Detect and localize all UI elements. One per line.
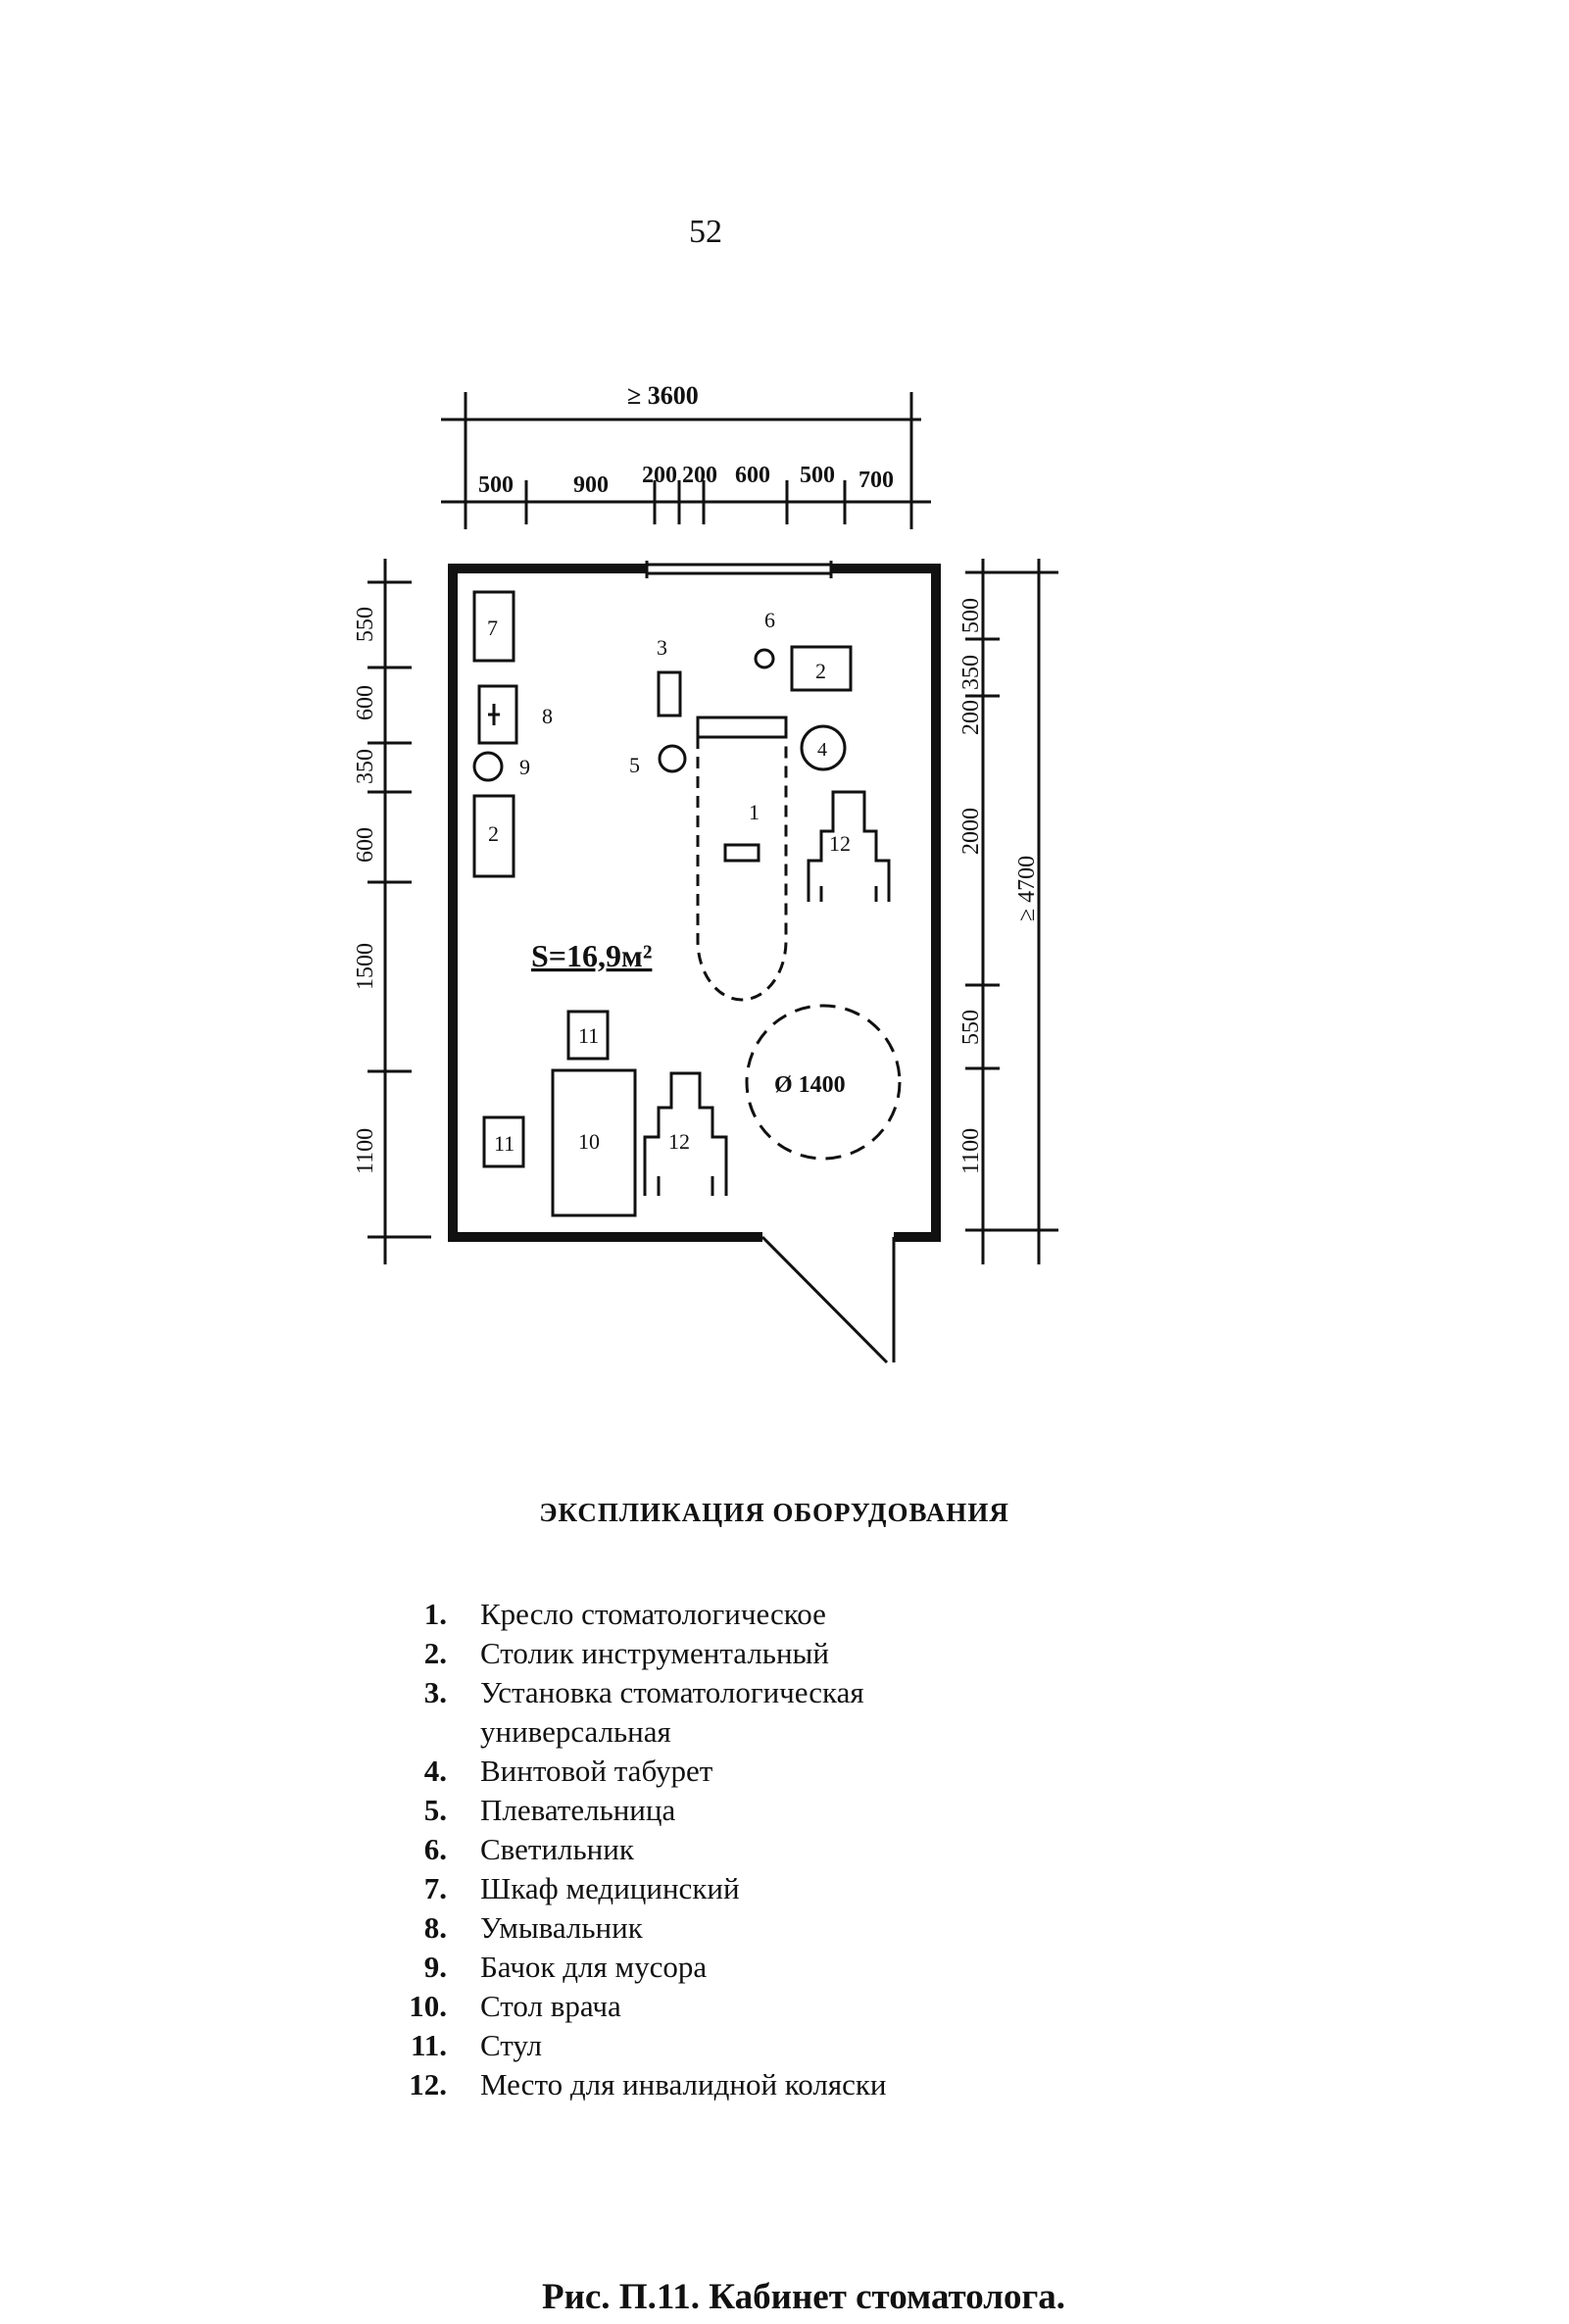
equip-label-1: 1 — [749, 800, 760, 824]
equip-label-2b: 2 — [815, 659, 826, 683]
list-item: 6. Светильник — [423, 1832, 634, 1866]
explication-heading: ЭКСПЛИКАЦИЯ ОБОРУДОВАНИЯ — [539, 1498, 1009, 1527]
list-item: универсальная — [480, 1714, 671, 1749]
list-item: 5. Плевательница — [423, 1793, 676, 1827]
dim-left-3: 350 — [353, 749, 378, 784]
figure-caption: Рис. П.11. Кабинет стоматолога. — [541, 2277, 1066, 2317]
list-item: 10. Стол врача — [409, 1989, 621, 2023]
dim-left-5: 1500 — [353, 943, 378, 990]
dim-top-4: 200 — [682, 463, 717, 488]
dim-left-4: 600 — [353, 827, 378, 863]
equip-label-12a: 12 — [829, 831, 851, 856]
list-item: 8. Умывальник — [423, 1910, 643, 1945]
dim-right-6: 1100 — [958, 1127, 984, 1174]
list-item: 9. Бачок для мусора — [423, 1950, 708, 1984]
equip-label-9: 9 — [519, 755, 530, 779]
list-item: 11. Стул — [410, 2028, 543, 2062]
equip-label-6: 6 — [764, 608, 775, 632]
dim-left-1: 550 — [353, 607, 378, 642]
equip-label-4: 4 — [817, 739, 827, 761]
equip-label-5: 5 — [629, 753, 640, 777]
dim-left-6: 1100 — [353, 1127, 378, 1174]
equip-label-12b: 12 — [668, 1129, 690, 1154]
equip-label-7: 7 — [487, 616, 498, 640]
table-diameter-label: Ø 1400 — [774, 1072, 846, 1098]
equip-label-10: 10 — [578, 1129, 600, 1154]
dim-top-2: 900 — [573, 472, 609, 498]
list-item: 7. Шкаф медицинский — [423, 1871, 740, 1905]
equip-label-11a: 11 — [578, 1023, 600, 1048]
list-item: 12. Место для инвалидной коляски — [409, 2067, 887, 2101]
list-item: 2. Столик инструментальный — [423, 1636, 829, 1670]
list-item: 1. Кресло стоматологическое — [423, 1597, 826, 1631]
dim-right-5: 550 — [958, 1010, 984, 1045]
dim-top-total: ≥ 3600 — [627, 381, 699, 410]
equip-label-8: 8 — [542, 704, 553, 728]
equip-label-2a: 2 — [488, 821, 499, 846]
dim-right-total: ≥ 4700 — [1014, 855, 1040, 921]
dim-top-6: 500 — [800, 463, 835, 488]
dim-top-1: 500 — [478, 472, 514, 498]
list-item: 3. Установка стоматологическая — [423, 1675, 864, 1709]
dim-left-2: 600 — [353, 685, 378, 720]
dim-right-4: 2000 — [958, 808, 984, 855]
dim-right-1: 500 — [958, 598, 984, 633]
page-number: 52 — [689, 214, 722, 250]
explication-list — [392, 1595, 1274, 2104]
dim-top-7: 700 — [858, 468, 894, 493]
equip-label-11b: 11 — [494, 1131, 515, 1156]
area-label: S=16,9м² — [531, 938, 653, 973]
dim-top-3: 200 — [642, 463, 677, 488]
dim-right-3: 200 — [958, 700, 984, 735]
dim-top-5: 600 — [735, 463, 770, 488]
equip-label-3: 3 — [657, 635, 667, 660]
dim-right-2: 350 — [958, 655, 984, 690]
list-item: 4. Винтовой табурет — [423, 1754, 713, 1788]
